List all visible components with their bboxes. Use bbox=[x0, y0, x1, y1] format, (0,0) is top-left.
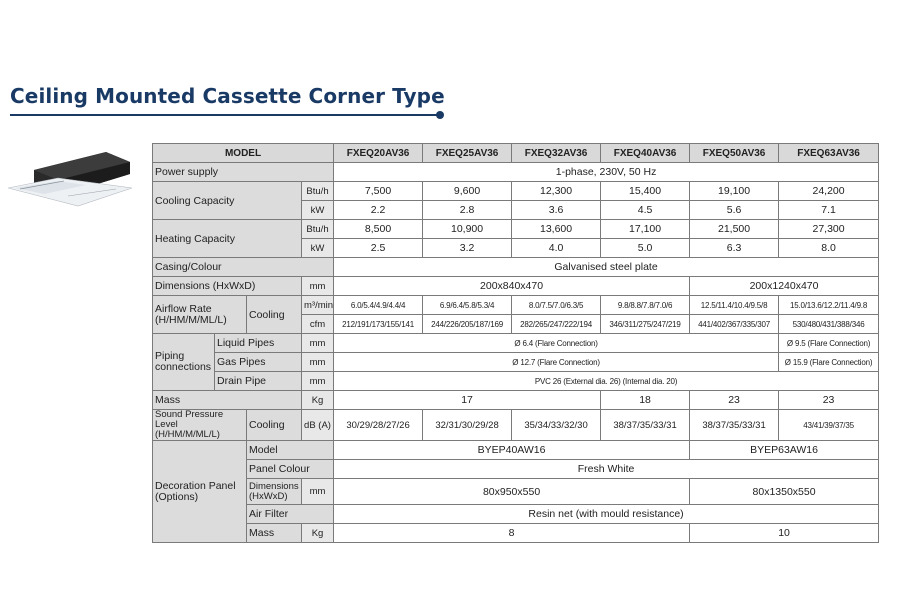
power-supply-row bbox=[153, 163, 879, 182]
cooling-kw-cell: 4.5 bbox=[601, 201, 690, 220]
mass-value: 23 bbox=[779, 391, 879, 410]
casing-row bbox=[153, 258, 879, 277]
power-supply-label: Power supply bbox=[153, 163, 334, 182]
title-underline bbox=[10, 114, 442, 116]
cooling-btu-cell: 15,400 bbox=[601, 182, 690, 201]
heating-kw-cell: 4.0 bbox=[512, 239, 601, 258]
cooling-kw-cell: 2.2 bbox=[334, 201, 423, 220]
decoration-model-label: Model bbox=[247, 441, 334, 460]
airflow-cfm-cell: 282/265/247/222/194 bbox=[512, 315, 601, 334]
decoration-model-row bbox=[153, 441, 879, 460]
air-filter-value: Resin net (with mould resistance) bbox=[334, 505, 879, 524]
airflow-m3-cell: 6.0/5.4/4.9/4.4/4 bbox=[334, 296, 423, 315]
panel-mass-label: Mass bbox=[247, 524, 302, 543]
heating-kw-cell: 3.2 bbox=[423, 239, 512, 258]
cooling-kw-cell: 2.8 bbox=[423, 201, 512, 220]
cooling-kw-cell: 7.1 bbox=[779, 201, 879, 220]
decoration-colour-row bbox=[153, 460, 879, 479]
heating-btu-cell: 10,900 bbox=[423, 220, 512, 239]
unit-mm: mm bbox=[302, 479, 334, 505]
panel-mass-value: 10 bbox=[690, 524, 879, 543]
sound-cell: 38/37/35/33/31 bbox=[690, 410, 779, 441]
sound-cell: 38/37/35/33/31 bbox=[601, 410, 690, 441]
panel-colour-label: Panel Colour bbox=[247, 460, 334, 479]
heating-btu-cell: 13,600 bbox=[512, 220, 601, 239]
casing-label: Casing/Colour bbox=[153, 258, 334, 277]
unit-btu: Btu/h bbox=[302, 182, 334, 201]
cooling-btu-cell: 7,500 bbox=[334, 182, 423, 201]
airflow-m3-cell: 8.0/7.5/7.0/6.3/5 bbox=[512, 296, 601, 315]
decoration-panel-label: Decoration Panel (Options) bbox=[153, 441, 247, 543]
cooling-btu-cell: 12,300 bbox=[512, 182, 601, 201]
model-name: FXEQ20AV36 bbox=[334, 144, 423, 163]
heating-btu-cell: 8,500 bbox=[334, 220, 423, 239]
airflow-m3-cell: 9.8/8.8/7.8/7.0/6 bbox=[601, 296, 690, 315]
unit-kw: kW bbox=[302, 239, 334, 258]
mass-value: 23 bbox=[690, 391, 779, 410]
liquid-pipes-label: Liquid Pipes bbox=[215, 334, 302, 353]
heating-capacity-label: Heating Capacity bbox=[153, 220, 302, 258]
airflow-m3-cell: 12.5/11.4/10.4/9.5/8 bbox=[690, 296, 779, 315]
cooling-btu-cell: 9,600 bbox=[423, 182, 512, 201]
cooling-kw-cell: 5.6 bbox=[690, 201, 779, 220]
gas-pipes-value: Ø 12.7 (Flare Connection) bbox=[334, 353, 779, 372]
dimensions-row bbox=[153, 277, 879, 296]
heating-kw-cell: 5.0 bbox=[601, 239, 690, 258]
panel-colour-value: Fresh White bbox=[334, 460, 879, 479]
drain-pipe-row bbox=[153, 372, 879, 391]
liquid-pipes-row bbox=[153, 334, 879, 353]
panel-dimensions-value: 80x1350x550 bbox=[690, 479, 879, 505]
piping-label: Piping connections bbox=[153, 334, 215, 391]
mass-value: 17 bbox=[334, 391, 601, 410]
decoration-filter-row bbox=[153, 505, 879, 524]
airflow-cfm-cell: 530/480/431/388/346 bbox=[779, 315, 879, 334]
liquid-pipes-value: Ø 9.5 (Flare Connection) bbox=[779, 334, 879, 353]
cooling-capacity-row bbox=[153, 182, 879, 201]
heating-capacity-row bbox=[153, 220, 879, 239]
mass-label: Mass bbox=[153, 391, 302, 410]
airflow-cfm-cell: 212/191/173/155/141 bbox=[334, 315, 423, 334]
cooling-capacity-label: Cooling Capacity bbox=[153, 182, 302, 220]
specification-table bbox=[152, 143, 879, 543]
unit-mm: mm bbox=[302, 372, 334, 391]
airflow-row bbox=[153, 296, 879, 315]
unit-kg: Kg bbox=[302, 391, 334, 410]
airflow-m3-cell: 6.9/6.4/5.8/5.3/4 bbox=[423, 296, 512, 315]
airflow-cfm-cell: 346/311/275/247/219 bbox=[601, 315, 690, 334]
drain-pipe-label: Drain Pipe bbox=[215, 372, 302, 391]
power-supply-value: 1-phase, 230V, 50 Hz bbox=[334, 163, 879, 182]
model-header: MODEL bbox=[153, 144, 334, 163]
model-name: FXEQ40AV36 bbox=[601, 144, 690, 163]
model-name: FXEQ32AV36 bbox=[512, 144, 601, 163]
dimensions-value: 200x1240x470 bbox=[690, 277, 879, 296]
heating-kw-cell: 2.5 bbox=[334, 239, 423, 258]
cassette-unit-image bbox=[6, 148, 134, 208]
cooling-btu-cell: 19,100 bbox=[690, 182, 779, 201]
sound-pressure-mode: Cooling bbox=[247, 410, 302, 441]
header-row bbox=[153, 144, 879, 163]
cooling-kw-cell: 3.6 bbox=[512, 201, 601, 220]
sound-cell: 35/34/33/32/30 bbox=[512, 410, 601, 441]
decoration-dimensions-row bbox=[153, 479, 879, 505]
unit-btu: Btu/h bbox=[302, 220, 334, 239]
unit-mm: mm bbox=[302, 277, 334, 296]
air-filter-label: Air Filter bbox=[247, 505, 334, 524]
gas-pipes-label: Gas Pipes bbox=[215, 353, 302, 372]
decoration-mass-row bbox=[153, 524, 879, 543]
gas-pipes-value: Ø 15.9 (Flare Connection) bbox=[779, 353, 879, 372]
unit-cfm: cfm bbox=[302, 315, 334, 334]
page-title: Ceiling Mounted Cassette Corner Type bbox=[10, 84, 445, 108]
casing-value: Galvanised steel plate bbox=[334, 258, 879, 277]
unit-kg: Kg bbox=[302, 524, 334, 543]
panel-dimensions-value: 80x950x550 bbox=[334, 479, 690, 505]
model-name: FXEQ50AV36 bbox=[690, 144, 779, 163]
decoration-model-value: BYEP40AW16 bbox=[334, 441, 690, 460]
mass-value: 18 bbox=[601, 391, 690, 410]
dimensions-value: 200x840x470 bbox=[334, 277, 690, 296]
heating-kw-cell: 6.3 bbox=[690, 239, 779, 258]
model-name: FXEQ25AV36 bbox=[423, 144, 512, 163]
panel-dimensions-label: Dimensions (HxWxD) bbox=[247, 479, 302, 505]
drain-pipe-value: PVC 26 (External dia. 26) (Internal dia. 20) bbox=[334, 372, 879, 391]
decoration-model-value: BYEP63AW16 bbox=[690, 441, 879, 460]
airflow-cfm-cell: 244/226/205/187/169 bbox=[423, 315, 512, 334]
airflow-mode: Cooling bbox=[247, 296, 302, 334]
heating-btu-cell: 17,100 bbox=[601, 220, 690, 239]
unit-kw: kW bbox=[302, 201, 334, 220]
unit-mm: mm bbox=[302, 334, 334, 353]
sound-cell: 43/41/39/37/35 bbox=[779, 410, 879, 441]
airflow-label: Airflow Rate (H/HM/M/ML/L) bbox=[153, 296, 247, 334]
cooling-btu-cell: 24,200 bbox=[779, 182, 879, 201]
mass-row bbox=[153, 391, 879, 410]
unit-mm: mm bbox=[302, 353, 334, 372]
liquid-pipes-value: Ø 6.4 (Flare Connection) bbox=[334, 334, 779, 353]
sound-pressure-label: Sound Pressure Level (H/HM/M/ML/L) bbox=[153, 410, 247, 441]
sound-cell: 32/31/30/29/28 bbox=[423, 410, 512, 441]
sound-cell: 30/29/28/27/26 bbox=[334, 410, 423, 441]
panel-mass-value: 8 bbox=[334, 524, 690, 543]
title-underline-dot bbox=[436, 111, 444, 119]
gas-pipes-row bbox=[153, 353, 879, 372]
unit-db: dB (A) bbox=[302, 410, 334, 441]
airflow-cfm-cell: 441/402/367/335/307 bbox=[690, 315, 779, 334]
sound-pressure-row bbox=[153, 410, 879, 441]
model-name: FXEQ63AV36 bbox=[779, 144, 879, 163]
heating-btu-cell: 21,500 bbox=[690, 220, 779, 239]
dimensions-label: Dimensions (HxWxD) bbox=[153, 277, 302, 296]
unit-m3-min: m³/min bbox=[302, 296, 334, 315]
heating-kw-cell: 8.0 bbox=[779, 239, 879, 258]
heating-btu-cell: 27,300 bbox=[779, 220, 879, 239]
airflow-m3-cell: 15.0/13.6/12.2/11.4/9.8 bbox=[779, 296, 879, 315]
